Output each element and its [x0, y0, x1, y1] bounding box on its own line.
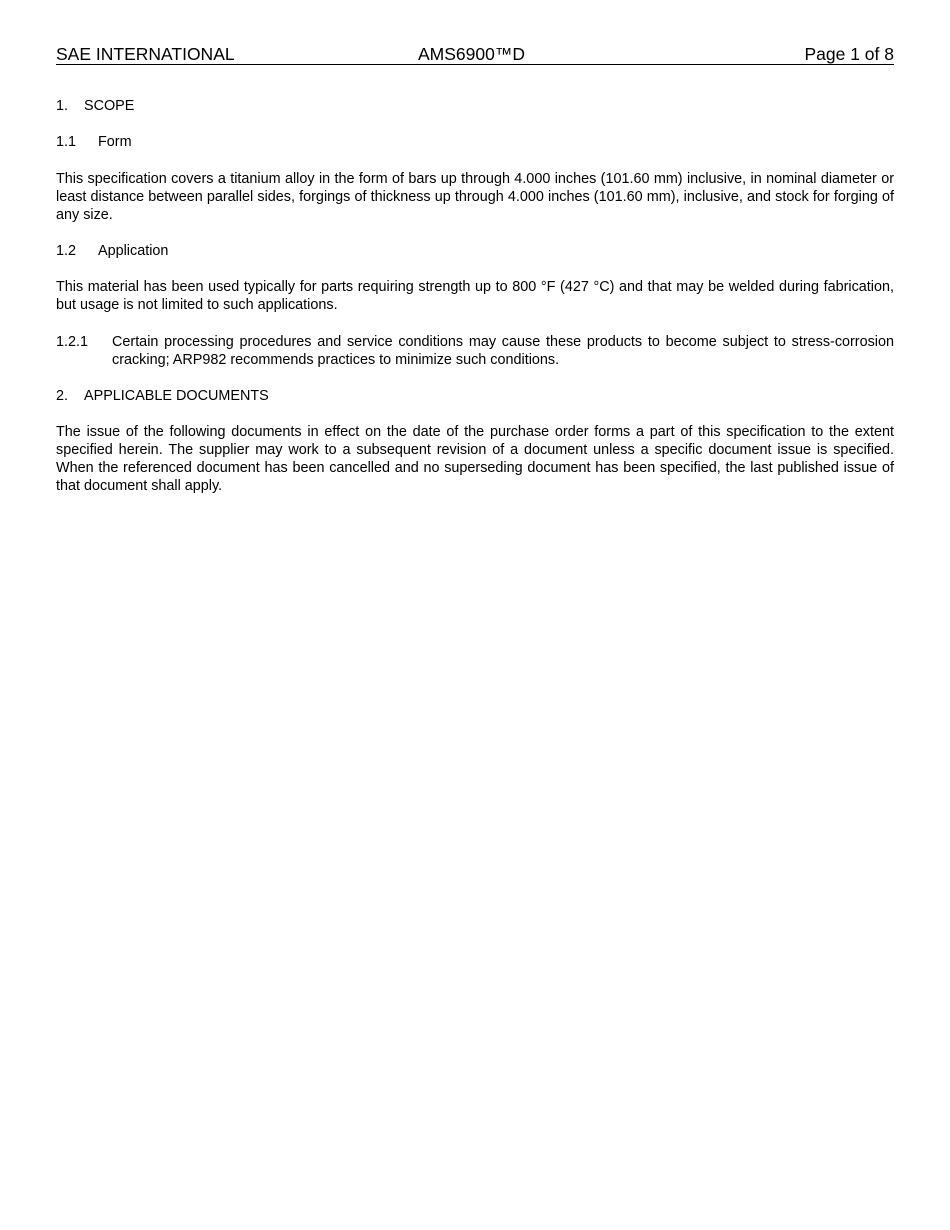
- section-title: Application: [98, 243, 169, 259]
- section-body: Certain processing procedures and service conditions may cause these products to become subject to stress-corrosion cracking; ARP982 recommends practices to minimize such conditions.: [112, 334, 894, 368]
- section-number: 2.: [56, 388, 69, 404]
- header-doc-number: AMS6900™D: [418, 44, 525, 64]
- section-application-paragraph: This material has been used typically for parts requiring strength up to 800 °F (427 °C) and that may be welded during fabrication, but usage is not limited to such applications.: [56, 279, 894, 313]
- section-application-heading: [56, 242, 894, 260]
- header-page-info: Page 1 of 8: [804, 44, 894, 64]
- section-scope-heading: [56, 97, 894, 115]
- section-number: 1.2.1: [56, 334, 89, 350]
- section-title: Form: [98, 134, 132, 150]
- section-number: 1.1: [56, 134, 77, 150]
- section-title: SCOPE: [84, 98, 135, 114]
- section-docs-paragraph: The issue of the following documents in effect on the date of the purchase order forms a part of this specification to the extent specified herein. The supplier may work to a subsequent revision of a document unless a specific document issue is specified. When the referenced document has been cancelled and no superseding document has been specified, the last published issue of that document shall apply.: [56, 424, 894, 494]
- section-form-paragraph: This specification covers a titanium alloy in the form of bars up through 4.000 inches (101.60 mm) inclusive, in nominal diameter or least distance between parallel sides, forgings of thickness up through 4.000 inches (101.60 mm), inclusive, and stock for forging of any size.: [56, 171, 894, 223]
- section-form-heading: [56, 133, 894, 151]
- section-docs-heading: [56, 387, 894, 405]
- section-title: APPLICABLE DOCUMENTS: [84, 388, 269, 404]
- header-publisher: SAE INTERNATIONAL: [56, 44, 235, 64]
- page-header: [56, 44, 894, 65]
- section-number: 1.2: [56, 243, 77, 259]
- section-number: 1.: [56, 98, 69, 114]
- section-1-2-1-paragraph: [56, 333, 894, 369]
